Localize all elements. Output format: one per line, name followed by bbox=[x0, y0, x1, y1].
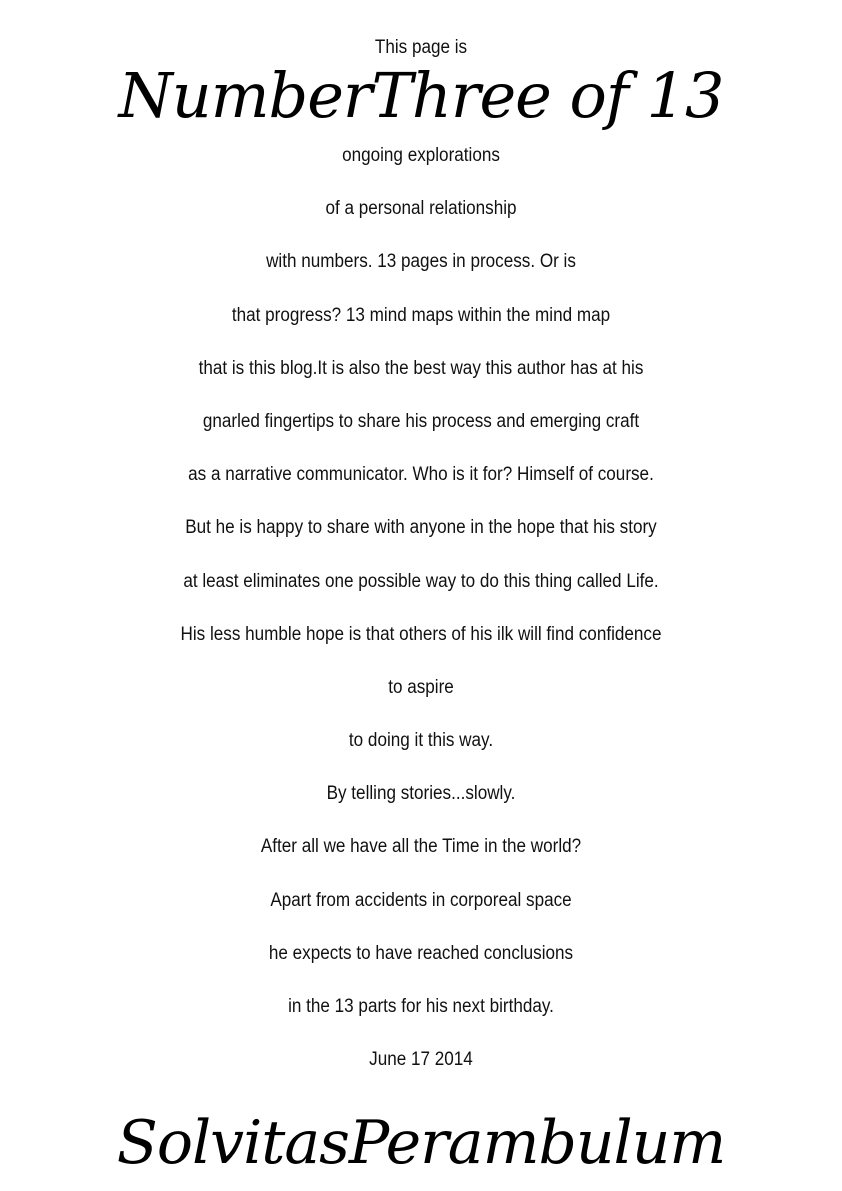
body-line: he expects to have reached conclusions bbox=[268, 942, 574, 964]
body-line: His less humble hope is that others of his ilk will find confidence bbox=[180, 623, 662, 645]
body-line: at least eliminates one possible way to do this thing called Life. bbox=[183, 570, 659, 592]
body-line: that is this blog.It is also the best way this author has at his bbox=[198, 357, 644, 379]
body-line: Apart from accidents in corporeal space bbox=[270, 889, 572, 911]
date-text: June 17 2014 bbox=[369, 1049, 473, 1070]
body-line: By telling stories...slowly. bbox=[326, 783, 516, 805]
body-line: in the 13 parts for his next birthday. bbox=[288, 996, 554, 1017]
body-line: that progress? 13 mind maps within the mind map bbox=[231, 304, 611, 326]
body-line: with numbers. 13 pages in process. Or is bbox=[266, 251, 576, 273]
body-line: But he is happy to share with anyone in the hope that his story bbox=[185, 517, 657, 539]
body-text bbox=[0, 144, 842, 1048]
body-line: ongoing explorations bbox=[342, 145, 500, 166]
page-title: NumberThree of 13 bbox=[118, 59, 724, 132]
body-line: to doing it this way. bbox=[348, 730, 494, 752]
intro-text: This page is bbox=[374, 37, 468, 58]
body-line: After all we have all the Time in the world? bbox=[260, 836, 582, 858]
body-line: as a narrative communicator. Who is it for? Himself of course. bbox=[188, 464, 654, 486]
body-line: of a personal relationship bbox=[325, 198, 517, 220]
body-line: gnarled fingertips to share his process and emerging craft bbox=[202, 410, 640, 432]
body-line: to aspire bbox=[388, 676, 454, 698]
signature: SolvitasPerambulum bbox=[116, 1108, 726, 1178]
